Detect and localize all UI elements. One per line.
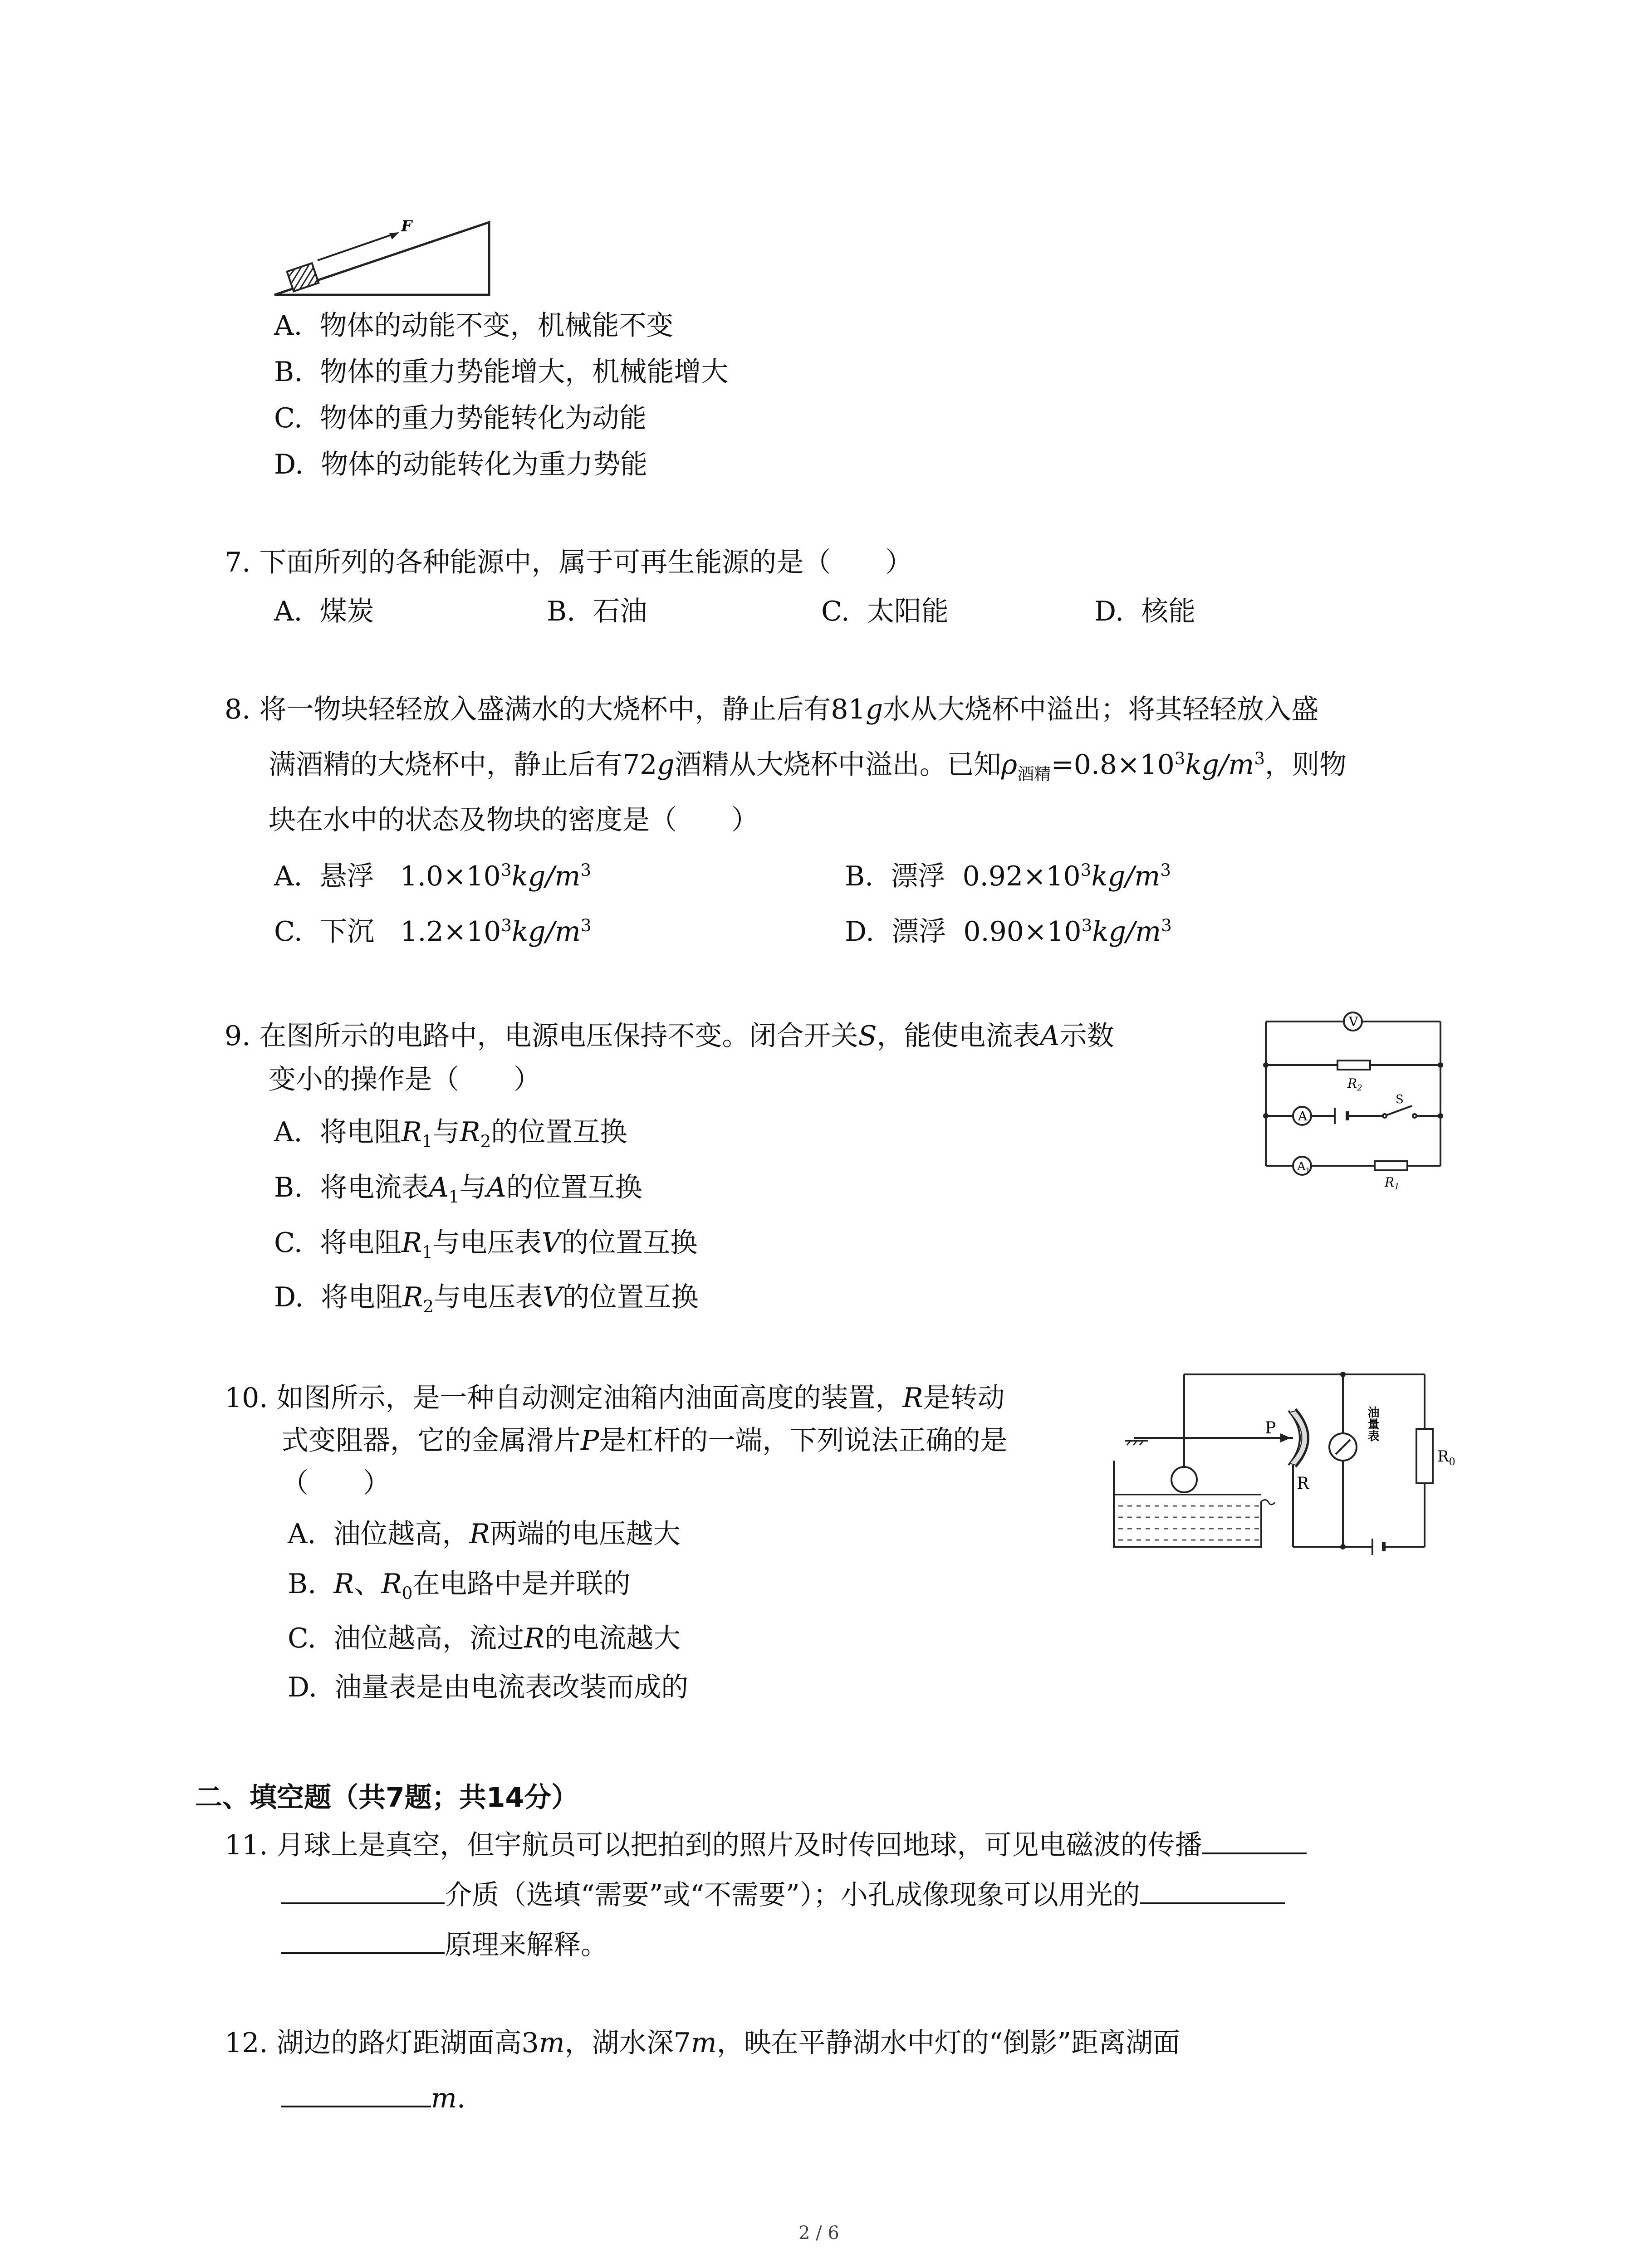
oil-gauge-diagram-q10 bbox=[1112, 1365, 1456, 1560]
r1-label: $R_1$ bbox=[1385, 1175, 1400, 1192]
q9-option-d: D. 将电阻$R_2$与电压表V的位置互换 bbox=[274, 1281, 699, 1316]
q11-line1: 11. 月球上是真空，但宇航员可以把拍到的照片及时传回地球，可见电磁波的传播 bbox=[225, 1829, 1307, 1859]
q6-option-b: B. 物体的重力势能增大，机械能增大 bbox=[274, 356, 729, 388]
switch-label: S bbox=[1396, 1093, 1404, 1106]
q11-blank-2-cont[interactable] bbox=[281, 1929, 445, 1954]
q10-option-b: B. R、$R_0$在电路中是并联的 bbox=[288, 1568, 631, 1603]
q9-line2: 变小的操作是（ ） bbox=[269, 1064, 541, 1095]
q8-option-b: B. 漂浮 $0.92\times 10^3kg/m^3$ bbox=[845, 860, 1171, 892]
q12-line2: m. bbox=[281, 2082, 465, 2112]
q11-blank-1[interactable] bbox=[1202, 1829, 1307, 1854]
q7-option-d: D. 核能 bbox=[1094, 596, 1196, 627]
ammeter1-label: $A_1$ bbox=[1297, 1160, 1310, 1175]
q9-option-c: C. 将电阻$R_1$与电压表V的位置互换 bbox=[274, 1227, 698, 1262]
q11-line3: 原理来解释。 bbox=[281, 1929, 608, 1959]
oil-meter-label: 油量表 bbox=[1366, 1406, 1379, 1442]
q11-blank-1-cont[interactable] bbox=[281, 1879, 445, 1904]
q9-line1: 9. 在图所示的电路中，电源电压保持不变。闭合开关S，能使电流表A示数 bbox=[225, 1020, 1114, 1052]
page-number: 2 / 6 bbox=[798, 2223, 839, 2244]
q7-option-c: C. 太阳能 bbox=[821, 596, 949, 627]
q11-line2: 介质（选填“需要”或“不需要”）；小孔成像现象可以用光的 bbox=[281, 1879, 1285, 1909]
q10-line2: 式变阻器，它的金属滑片P是杠杆的一端，下列说法正确的是 bbox=[281, 1425, 1008, 1457]
slider-p-label: P bbox=[1265, 1419, 1276, 1437]
r0-label: $R_0$ bbox=[1437, 1447, 1455, 1468]
q7-option-b: B. 石油 bbox=[547, 596, 647, 627]
incline-figure bbox=[272, 213, 499, 304]
force-label: F bbox=[401, 217, 412, 235]
q8-option-d: D. 漂浮 $0.90\times 10^3kg/m^3$ bbox=[845, 915, 1172, 948]
q11-blank-2[interactable] bbox=[1140, 1879, 1285, 1904]
section-title: 二、填空题（共7题；共14分） bbox=[195, 1782, 579, 1813]
voltmeter-label: V bbox=[1349, 1014, 1358, 1029]
q6-option-d: D. 物体的动能转化为重力势能 bbox=[274, 449, 648, 480]
q6-option-c: C. 物体的重力势能转化为动能 bbox=[274, 402, 647, 434]
q7-stem: 7. 下面所列的各种能源中，属于可再生能源的是（ ） bbox=[225, 547, 913, 578]
r2-label: $R_2$ bbox=[1347, 1076, 1362, 1093]
q10-option-d: D. 油量表是由电流表改装而成的 bbox=[288, 1672, 689, 1703]
q10-option-c: C. 油位越高，流过R的电流越大 bbox=[288, 1623, 681, 1654]
q8-line1: 8. 将一物块轻轻放入盛满水的大烧杯中，静止后有81g水从大烧杯中溢出；将其轻轻放入盛 bbox=[225, 694, 1319, 725]
rheostat-r-label: R bbox=[1297, 1474, 1309, 1493]
q10-option-a: A. 油位越高，R两端的电压越大 bbox=[288, 1518, 681, 1550]
circuit-diagram-q9 bbox=[1261, 1012, 1461, 1192]
q10-line1: 10. 如图所示，是一种自动测定油箱内油面高度的装置，R是转动 bbox=[225, 1382, 1005, 1414]
q12-line1: 12. 湖边的路灯距湖面高3m，湖水深7m，映在平静湖水中灯的“倒影”距离湖面 bbox=[225, 2027, 1181, 2059]
q10-line3: （ ） bbox=[281, 1467, 390, 1499]
q8-line2: 满酒精的大烧杯中，静止后有72g酒精从大烧杯中溢出。已知$\rho_{酒精}=0.8\times 10^3kg/m^3$，则物 bbox=[269, 748, 1347, 784]
q9-option-a: A. 将电阻$R_1$与$R_2$的位置互换 bbox=[274, 1116, 627, 1151]
q9-option-b: B. 将电流表$A_1$与A的位置互换 bbox=[274, 1172, 642, 1207]
q12-blank[interactable] bbox=[281, 2082, 431, 2107]
ammeter-label: A bbox=[1298, 1109, 1308, 1124]
q8-option-c: C. 下沉 $1.2\times 10^3kg/m^3$ bbox=[274, 915, 592, 948]
q8-line3: 块在水中的状态及物块的密度是（ ） bbox=[269, 804, 759, 836]
q7-option-a: A. 煤炭 bbox=[274, 596, 374, 627]
q6-option-a: A. 物体的动能不变，机械能不变 bbox=[274, 310, 674, 342]
q8-option-a: A. 悬浮 $1.0\times 10^3kg/m^3$ bbox=[274, 860, 592, 892]
